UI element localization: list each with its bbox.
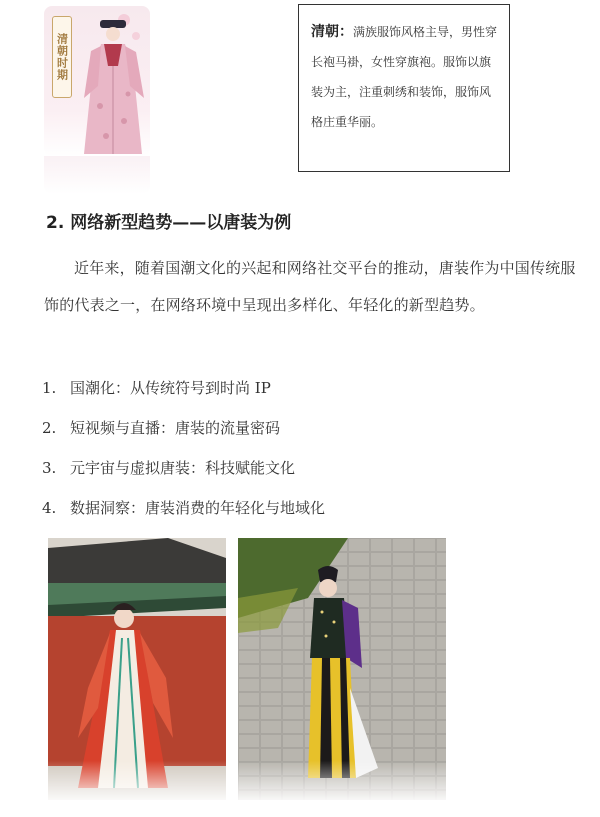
vertical-title-plaque: 清朝时期	[52, 16, 72, 98]
textbox-term: 清朝	[311, 24, 339, 40]
section-heading: 2. 网络新型趋势——以唐装为例	[46, 213, 292, 233]
tang-costume-photo-red	[48, 538, 226, 800]
list-item-number: 2.	[42, 419, 57, 437]
list-item	[42, 488, 325, 528]
textbox-colon: ：	[339, 24, 353, 40]
red-tang-costume-image	[48, 538, 226, 800]
list-item-text: 短视频与直播：唐装的流量密码	[70, 419, 281, 437]
list-item	[42, 408, 325, 448]
list-item	[42, 368, 325, 408]
textbox-description: 满族服饰风格主导，男性穿长袍马褂，女性穿旗袍。服饰以旗装为主，注重刺绣和装饰，服饰风格庄重华丽。	[311, 25, 498, 129]
tang-costume-photo-yellow	[238, 538, 446, 800]
qing-dynasty-textbox	[298, 4, 510, 172]
qing-costume-illustration	[44, 6, 150, 156]
list-item-text: 元宇宙与虚拟唐装：科技赋能文化	[70, 459, 296, 477]
list-item-text: 国潮化：从传统符号到时尚 IP	[70, 379, 271, 397]
list-item-number: 3.	[42, 459, 57, 477]
list-item-text: 数据洞察：唐装消费的年轻化与地域化	[70, 499, 326, 517]
illustration-reflection	[44, 156, 150, 194]
list-item-number: 4.	[42, 499, 57, 517]
yellow-tang-costume-image	[238, 538, 446, 800]
list-item	[42, 448, 325, 488]
trend-list	[42, 368, 325, 528]
section-paragraph: 近年来，随着国潮文化的兴起和网络社交平台的推动，唐装作为中国传统服饰的代表之一，在网络环境中呈现出多样化、年轻化的新型趋势。	[44, 259, 576, 314]
list-item-number: 1.	[42, 379, 57, 397]
